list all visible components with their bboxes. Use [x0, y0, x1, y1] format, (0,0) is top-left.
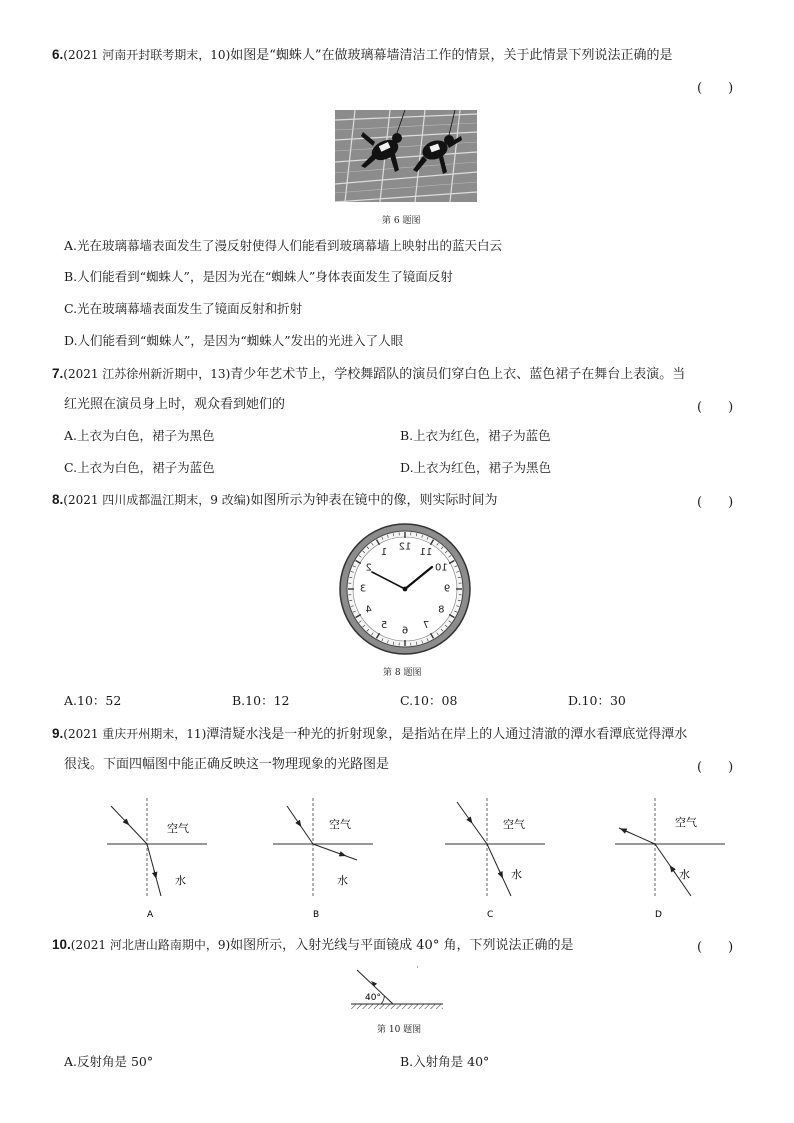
q9-line-1 [52, 725, 687, 744]
q9-refraction-diagrams [95, 796, 735, 920]
q9-a-air-label: 空气 [167, 822, 189, 835]
q9-diagram-b [273, 798, 373, 920]
clock-numeral: 12 [398, 541, 412, 553]
q6-caption: 第 6 题图 [382, 216, 421, 226]
q7-option-c: C.上衣为白色，裙子为蓝色 [64, 460, 215, 475]
q8-caption: 第 8 题图 [383, 668, 422, 678]
q6-answer-paren: ( ) [697, 81, 734, 96]
clock-numeral: 8 [438, 604, 445, 616]
q9-b-air-label: 空气 [329, 818, 351, 831]
clock-numeral: 5 [380, 619, 388, 631]
q10-mirror-diagram [345, 964, 449, 1014]
q9-b-label: B [313, 910, 320, 920]
q6-option-d: D.人们能看到“蜘蛛人”，是因为“蜘蛛人”发出的光进入了人眼 [64, 333, 404, 348]
q7-number: 7. [52, 366, 64, 381]
q8-option-b: B.10：12 [232, 693, 290, 708]
q6-line [52, 46, 673, 65]
q9-diagram-a [107, 798, 207, 920]
q7-option-a: A.上衣为白色，裙子为黑色 [64, 428, 215, 443]
q10-caption: 第 10 题图 [377, 1025, 422, 1035]
q9-number: 9. [52, 726, 64, 741]
q8-number: 8. [52, 492, 64, 507]
q9-d-label: D [655, 910, 662, 920]
clock-numeral: 3 [359, 583, 367, 595]
q10-stem: 如图所示，入射光线与平面镜成 40° 角，下列说法正确的是 [230, 938, 574, 953]
q9-answer-paren: ( ) [697, 760, 734, 775]
q6-spiderman-photo-image [335, 110, 477, 202]
q8-line [52, 491, 497, 510]
q10-line [52, 936, 573, 955]
q8-answer-paren: ( ) [697, 495, 734, 510]
q7-stem-2: 红光照在演员身上时，观众看到她们的 [64, 397, 286, 412]
clock-numeral: 10 [435, 562, 448, 574]
q9-diagram-d [615, 798, 725, 920]
q6-source: (2021 河南开封联考期末，10) [63, 48, 231, 62]
q9-a-water-label: 水 [175, 874, 186, 887]
q7-source: (2021 江苏徐州新沂期中，13) [63, 367, 231, 381]
clock-numeral: 2 [365, 562, 372, 574]
q9-a-label: A [147, 910, 154, 920]
q9-stem-2: 很浅。下面四幅图中能正确反映这一物理现象的光路图是 [64, 757, 390, 772]
mirrored-clock-face-icon [338, 522, 472, 656]
q9-c-label: C [487, 910, 494, 920]
q8-option-c: C.10：08 [400, 693, 458, 708]
q6-option-b: B.人们能看到“蜘蛛人”，是因为光在“蜘蛛人”身体表面发生了镜面反射 [64, 269, 453, 284]
q7-option-d: D.上衣为红色，裙子为黑色 [400, 460, 552, 475]
q7-stem-1: 青少年艺术节上，学校舞蹈队的演员们穿白色上衣、蓝色裙子在舞台上表演。当 [230, 367, 686, 382]
clock-numeral: 11 [419, 547, 433, 559]
q6-photo [335, 110, 477, 202]
q6-option-a: A.光在玻璃幕墙表面发生了漫反射使得人们能看到玻璃幕墙上映射出的蓝天白云 [64, 238, 503, 253]
q9-b-water-label: 水 [337, 874, 348, 887]
q10-angle-label: 40° [365, 993, 381, 1003]
q8-option-a: A.10：52 [64, 693, 122, 708]
clock-numeral: 7 [422, 619, 430, 631]
clock-numeral: 9 [443, 583, 451, 595]
clock-numeral: 4 [365, 604, 372, 616]
q7-option-b: B.上衣为红色，裙子为蓝色 [400, 428, 551, 443]
q10-source: (2021 河北唐山路南期中，9) [70, 938, 231, 952]
q9-d-water-label: 水 [679, 868, 690, 881]
q8-source: (2021 四川成都温江期末，9 改编) [63, 493, 251, 507]
q10-number: 10. [52, 937, 71, 952]
q8-stem: 如图所示为钟表在镜中的像，则实际时间为 [250, 493, 498, 508]
q8-clock [338, 522, 472, 656]
q7-answer-paren: ( ) [697, 400, 734, 415]
q9-diagram-c [445, 798, 545, 920]
q6-option-c: C.光在玻璃幕墙表面发生了镜面反射和折射 [64, 301, 303, 316]
q10-mirror-hatch [351, 1004, 443, 1009]
q9-c-water-label: 水 [511, 868, 522, 881]
q6-number: 6. [52, 47, 64, 62]
clock-numeral: 6 [401, 625, 409, 637]
q8-option-d: D.10：30 [568, 693, 626, 708]
q10-option-a: A.反射角是 50° [64, 1054, 154, 1069]
q9-source: (2021 重庆开州期末，11) [63, 727, 207, 741]
clock-numeral: 1 [380, 547, 388, 559]
q10-option-b: B.入射角是 40° [400, 1054, 490, 1069]
q9-d-air-label: 空气 [675, 816, 697, 829]
q9-stem-1: 潭清疑水浅是一种光的折射现象，是指站在岸上的人通过清澈的潭水看潭底觉得潭水 [206, 727, 688, 742]
q7-line-1 [52, 365, 685, 384]
q9-c-air-label: 空气 [503, 818, 525, 831]
q6-stem: 如图是“蜘蛛人”在做玻璃幕墙清洁工作的情景，关于此情景下列说法正确的是 [230, 48, 673, 63]
q10-answer-paren: ( ) [697, 940, 734, 955]
